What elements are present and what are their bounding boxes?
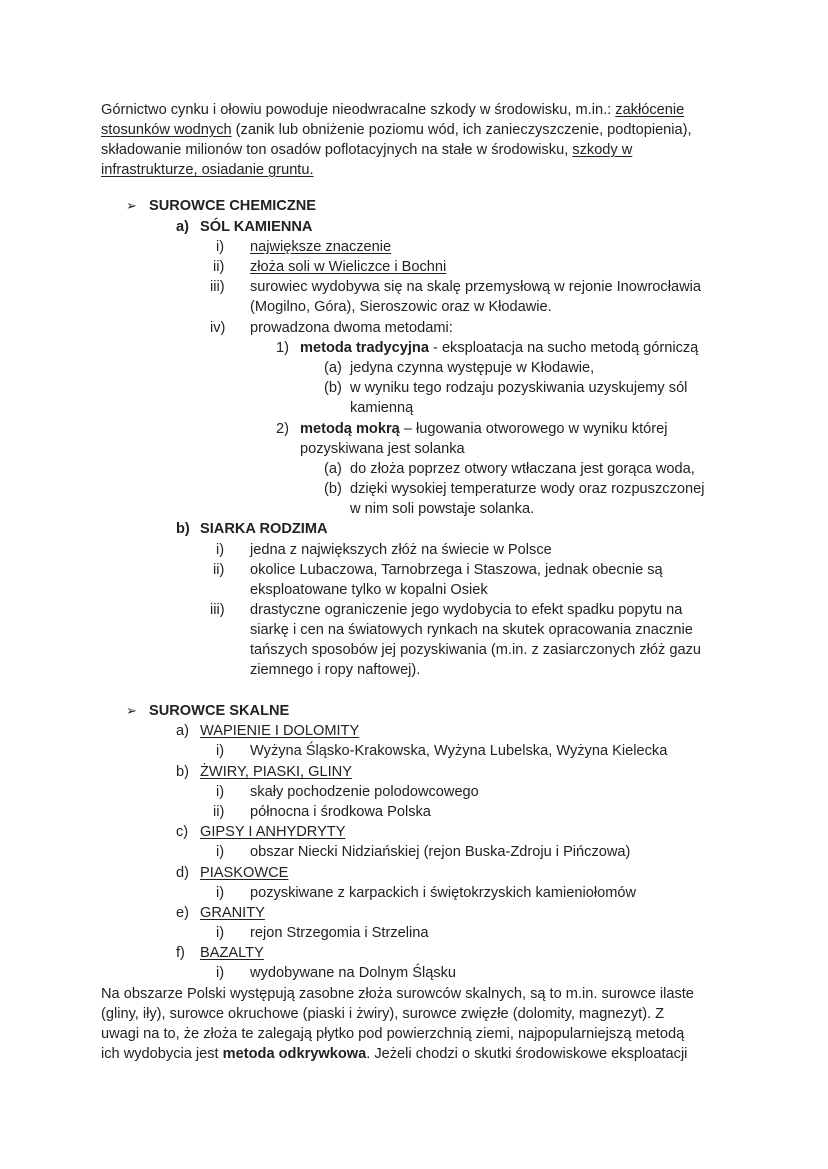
list-numeral: iii): [210, 602, 225, 618]
list-item-text: surowiec wydobywa się na skalę przemysłową w rejonie Inowrocławia: [250, 279, 701, 295]
list-numeral: (b): [324, 481, 342, 497]
list-numeral: (b): [324, 380, 342, 396]
list-numeral: (a): [324, 461, 342, 477]
outro-line-2: (gliny, iły), surowce okruchowe (piaski i żwiry), surowce zwięzłe (dolomity, magnezyt). Z: [101, 1006, 665, 1022]
underlined-text: stosunków wodnych: [101, 122, 232, 138]
list-numeral: ii): [213, 562, 225, 578]
list-item-text: obszar Niecki Nidziańskiej (rejon Buska-Zdroju i Pińczowa): [250, 844, 631, 860]
section-heading-chemiczne: SUROWCE CHEMICZNE: [149, 198, 317, 214]
arrow-bullet-icon: ➢: [126, 198, 137, 213]
list-item-text: kamienną: [350, 400, 414, 416]
list-numeral: ii): [213, 259, 225, 275]
list-numeral: (a): [324, 360, 342, 376]
subsection-title: BAZALTY: [200, 945, 264, 961]
subsection-title: ŻWIRY, PIASKI, GLINY: [200, 764, 352, 780]
list-item-text: pozyskiwana jest solanka: [300, 441, 465, 457]
list-marker: a): [176, 219, 189, 235]
list-marker: e): [176, 905, 189, 921]
list-item-text: skały pochodzenie polodowcowego: [250, 784, 479, 800]
list-item-text: Wyżyna Śląsko-Krakowska, Wyżyna Lubelska, Wyżyna Kielecka: [250, 743, 668, 759]
list-numeral: i): [216, 743, 225, 759]
list-item-text: siarkę i cen na światowych rynkach na skutek opracowania znacznie: [250, 622, 693, 638]
intro-line-1: Górnictwo cynku i ołowiu powoduje nieodwracalne szkody w środowisku, m.in.: zakłócenie: [101, 102, 685, 118]
list-marker: f): [176, 945, 185, 961]
method-2-line: metodą mokrą – ługowania otworowego w wyniku której: [300, 421, 668, 437]
list-item-text: wydobywane na Dolnym Śląsku: [250, 965, 457, 981]
list-item-text: w nim soli powstaje solanka.: [350, 501, 535, 517]
underlined-text: infrastrukturze, osiadanie gruntu.: [101, 162, 314, 178]
list-item-text: (Mogilno, Góra), Sieroszowic oraz w Kłodawie.: [250, 299, 552, 315]
outro-line-3: uwagi na to, że złoża te zalegają płytko pod powierzchnią ziemi, najpopularniejszą metodą: [101, 1026, 685, 1042]
list-marker: c): [176, 824, 189, 840]
list-item-text: eksploatowane tylko w kopalni Osiek: [250, 582, 488, 598]
intro-line-3: składowanie milionów ton osadów poflotacyjnych na stałe w środowisku, szkody w: [101, 142, 633, 158]
underlined-text: zakłócenie: [615, 102, 685, 118]
list-item-text: w wyniku tego rodzaju pozyskiwania uzyskujemy sól: [350, 380, 688, 396]
list-numeral: i): [216, 239, 225, 255]
list-item-text: okolice Lubaczowa, Tarnobrzega i Staszowa, jednak obecnie są: [250, 562, 663, 578]
list-numeral: i): [216, 885, 225, 901]
list-item-text: do złoża poprzez otwory wtłaczana jest gorąca woda,: [350, 461, 695, 477]
list-numeral: i): [216, 965, 225, 981]
subsection-title: WAPIENIE I DOLOMITY: [200, 723, 360, 739]
list-numeral: i): [216, 925, 225, 941]
intro-line-2: stosunków wodnych (zanik lub obniżenie poziomu wód, ich zanieczyszczenie, podtopienia),: [101, 122, 692, 138]
list-item-text: jedna z największych złóż na świecie w Polsce: [250, 542, 552, 558]
list-marker: b): [176, 764, 189, 780]
arrow-bullet-icon: ➢: [126, 703, 137, 718]
list-item-text: północna i środkowa Polska: [250, 804, 431, 820]
list-item-text: drastyczne ograniczenie jego wydobycia to efekt spadku popytu na: [250, 602, 683, 618]
list-marker: a): [176, 723, 189, 739]
list-numeral: iv): [210, 320, 226, 336]
list-item-text: tańszych sposobów jej pozyskiwania (m.in. z zasiarczonych złóż gazu: [250, 642, 701, 658]
list-item-text: złoża soli w Wieliczce i Bochni: [250, 259, 447, 275]
underlined-text: szkody w: [572, 142, 633, 158]
list-numeral: 2): [276, 421, 289, 437]
subsection-title: GRANITY: [200, 905, 265, 921]
list-numeral: i): [216, 542, 225, 558]
list-marker: d): [176, 865, 189, 881]
intro-line-4: [101, 160, 314, 180]
subsection-title-siarka: SIARKA RODZIMA: [200, 521, 328, 537]
list-item-text: dzięki wysokiej temperaturze wody oraz rozpuszczonej: [350, 481, 705, 497]
section-heading-skalne: SUROWCE SKALNE: [149, 703, 290, 719]
list-numeral: i): [216, 784, 225, 800]
list-item-text: jedyna czynna występuje w Kłodawie,: [350, 360, 595, 376]
list-numeral: 1): [276, 340, 289, 356]
subsection-title: PIASKOWCE: [200, 865, 289, 881]
method-1-line: metoda tradycyjna - eksploatacja na sucho metodą górniczą: [300, 340, 699, 356]
outro-line-1: Na obszarze Polski występują zasobne złoża surowców skalnych, są to m.in. surowce ilaste: [101, 986, 694, 1002]
list-numeral: ii): [213, 804, 225, 820]
subsection-title-sol-kamienna: SÓL KAMIENNA: [200, 219, 313, 235]
subsection-title: GIPSY I ANHYDRYTY: [200, 824, 346, 840]
list-item-text: pozyskiwane z karpackich i świętokrzyskich kamieniołomów: [250, 885, 637, 901]
list-numeral: i): [216, 844, 225, 860]
outro-line-4: ich wydobycia jest metoda odkrywkowa. Jeżeli chodzi o skutki środowiskowe eksploatacji: [101, 1046, 688, 1062]
list-item-text: ziemnego i ropy naftowej).: [250, 662, 421, 678]
list-marker: b): [176, 521, 190, 537]
list-item-text: największe znaczenie: [250, 239, 392, 255]
list-item-text: prowadzona dwoma metodami:: [250, 320, 453, 336]
list-numeral: iii): [210, 279, 225, 295]
list-item-text: rejon Strzegomia i Strzelina: [250, 925, 429, 941]
